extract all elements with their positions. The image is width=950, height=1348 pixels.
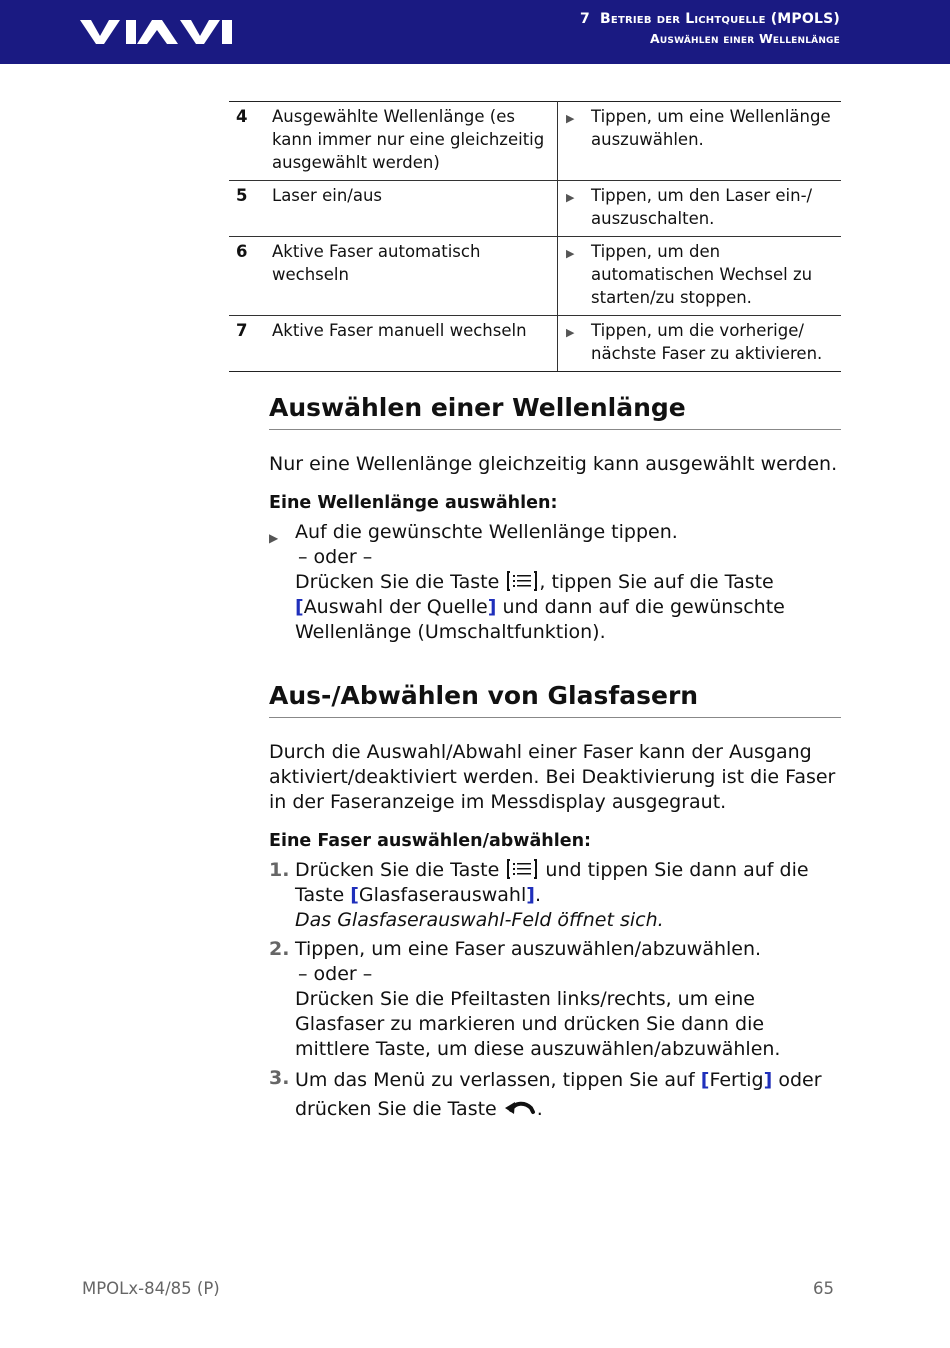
step-result: Das Glasfaserauswahl-Feld öffnet sich. [295, 909, 664, 931]
feature-table [229, 101, 841, 372]
row-action: Tippen, um den automatischen Wechsel zu starten/zu stoppen. [591, 242, 813, 307]
triangle-bullet-icon: ▶ [566, 247, 575, 260]
row-action: Tippen, um den Laser ein-/ auszuschalten. [591, 186, 813, 228]
source-select-button-label: Auswahl der Quelle [303, 596, 488, 618]
row-feature: Aktive Faser manuell wechseln [272, 316, 558, 372]
triangle-bullet-icon: ▶ [566, 191, 575, 204]
table-row [229, 102, 841, 181]
section-intro: Durch die Auswahl/Abwahl einer Faser kann der Ausgang aktiviert/deaktiviert werden. Bei Deaktivierung ist die Faser in der Faseranzeige im Messdisplay ausgegraut. [269, 741, 836, 813]
procedure-heading: Eine Faser auswählen/abwählen: [269, 831, 592, 851]
viavi-logo [80, 18, 232, 46]
back-arrow-icon [503, 1098, 537, 1118]
list-item: 3. Um das Menü zu verlassen, tippen Sie auf [Fertig] oder drücken Sie die Taste . [269, 1067, 822, 1120]
menu-list-icon [507, 859, 537, 879]
table-row [229, 181, 841, 237]
row-number: 6 [229, 237, 272, 316]
menu-list-icon [507, 571, 537, 591]
section-title: Auswählen einer Wellenlänge [650, 31, 840, 46]
triangle-bullet-icon: ▶ [269, 531, 279, 545]
footer-model: MPOLx-84/85 (P) [82, 1279, 220, 1298]
list-item: 2. Tippen, um eine Faser auszuwählen/abzuwählen. – oder – Drücken Sie die Pfeiltasten links/rechts, um eine Glasfaser zu markieren und drücken Sie dann die mittlere Taste, um diese auszuwählen/abzuwählen. [269, 938, 781, 1060]
procedure-steps [269, 858, 841, 1124]
list-item: 1. Drücken Sie die Taste und tippen Sie dann auf die Taste [Glasfaserauswahl]. Das Glasfaserauswahl-Feld öffnet sich. [269, 859, 809, 931]
procedure-heading: Eine Wellenlänge auswählen: [269, 493, 558, 513]
section-fibers [269, 681, 841, 1128]
section-intro: Nur eine Wellenlänge gleichzeitig kann ausgewählt werden. [269, 453, 838, 475]
row-feature: Aktive Faser automatisch wechseln [272, 237, 558, 316]
page-header [0, 0, 950, 64]
row-feature: Ausgewählte Wellenlänge (es kann immer nur eine gleichzeitig ausgewählt werden) [272, 102, 558, 181]
chapter-title: 7 Betrieb der Lichtquelle (MPOLS) [579, 11, 840, 27]
page-number: 65 [813, 1279, 834, 1298]
row-action: Tippen, um eine Wellenlänge auszuwählen. [591, 107, 831, 149]
table-row [229, 237, 841, 316]
fiber-select-button-label: Glasfaserauswahl [358, 884, 527, 906]
section-wavelength [269, 393, 841, 645]
row-action: Tippen, um die vorherige/ nächste Faser zu aktivieren. [591, 321, 823, 363]
section-heading: Auswählen einer Wellenlänge [269, 393, 841, 430]
row-number: 5 [229, 181, 272, 237]
row-number: 7 [229, 316, 272, 372]
row-feature: Laser ein/aus [272, 181, 558, 237]
row-number: 4 [229, 102, 272, 181]
procedure-bullet: ▶ Auf die gewünschte Wellenlänge tippen. – oder – Drücken Sie die Taste , tippen Sie auf die Taste [Auswahl der Quelle] und dann auf die gewünschte Wellenlänge (Umschaltfunktion). [269, 521, 785, 643]
triangle-bullet-icon: ▶ [566, 326, 575, 339]
section-heading: Aus-/Abwählen von Glasfasern [269, 681, 841, 718]
table-row [229, 316, 841, 372]
triangle-bullet-icon: ▶ [566, 112, 575, 125]
done-button-label: Fertig [709, 1069, 764, 1091]
